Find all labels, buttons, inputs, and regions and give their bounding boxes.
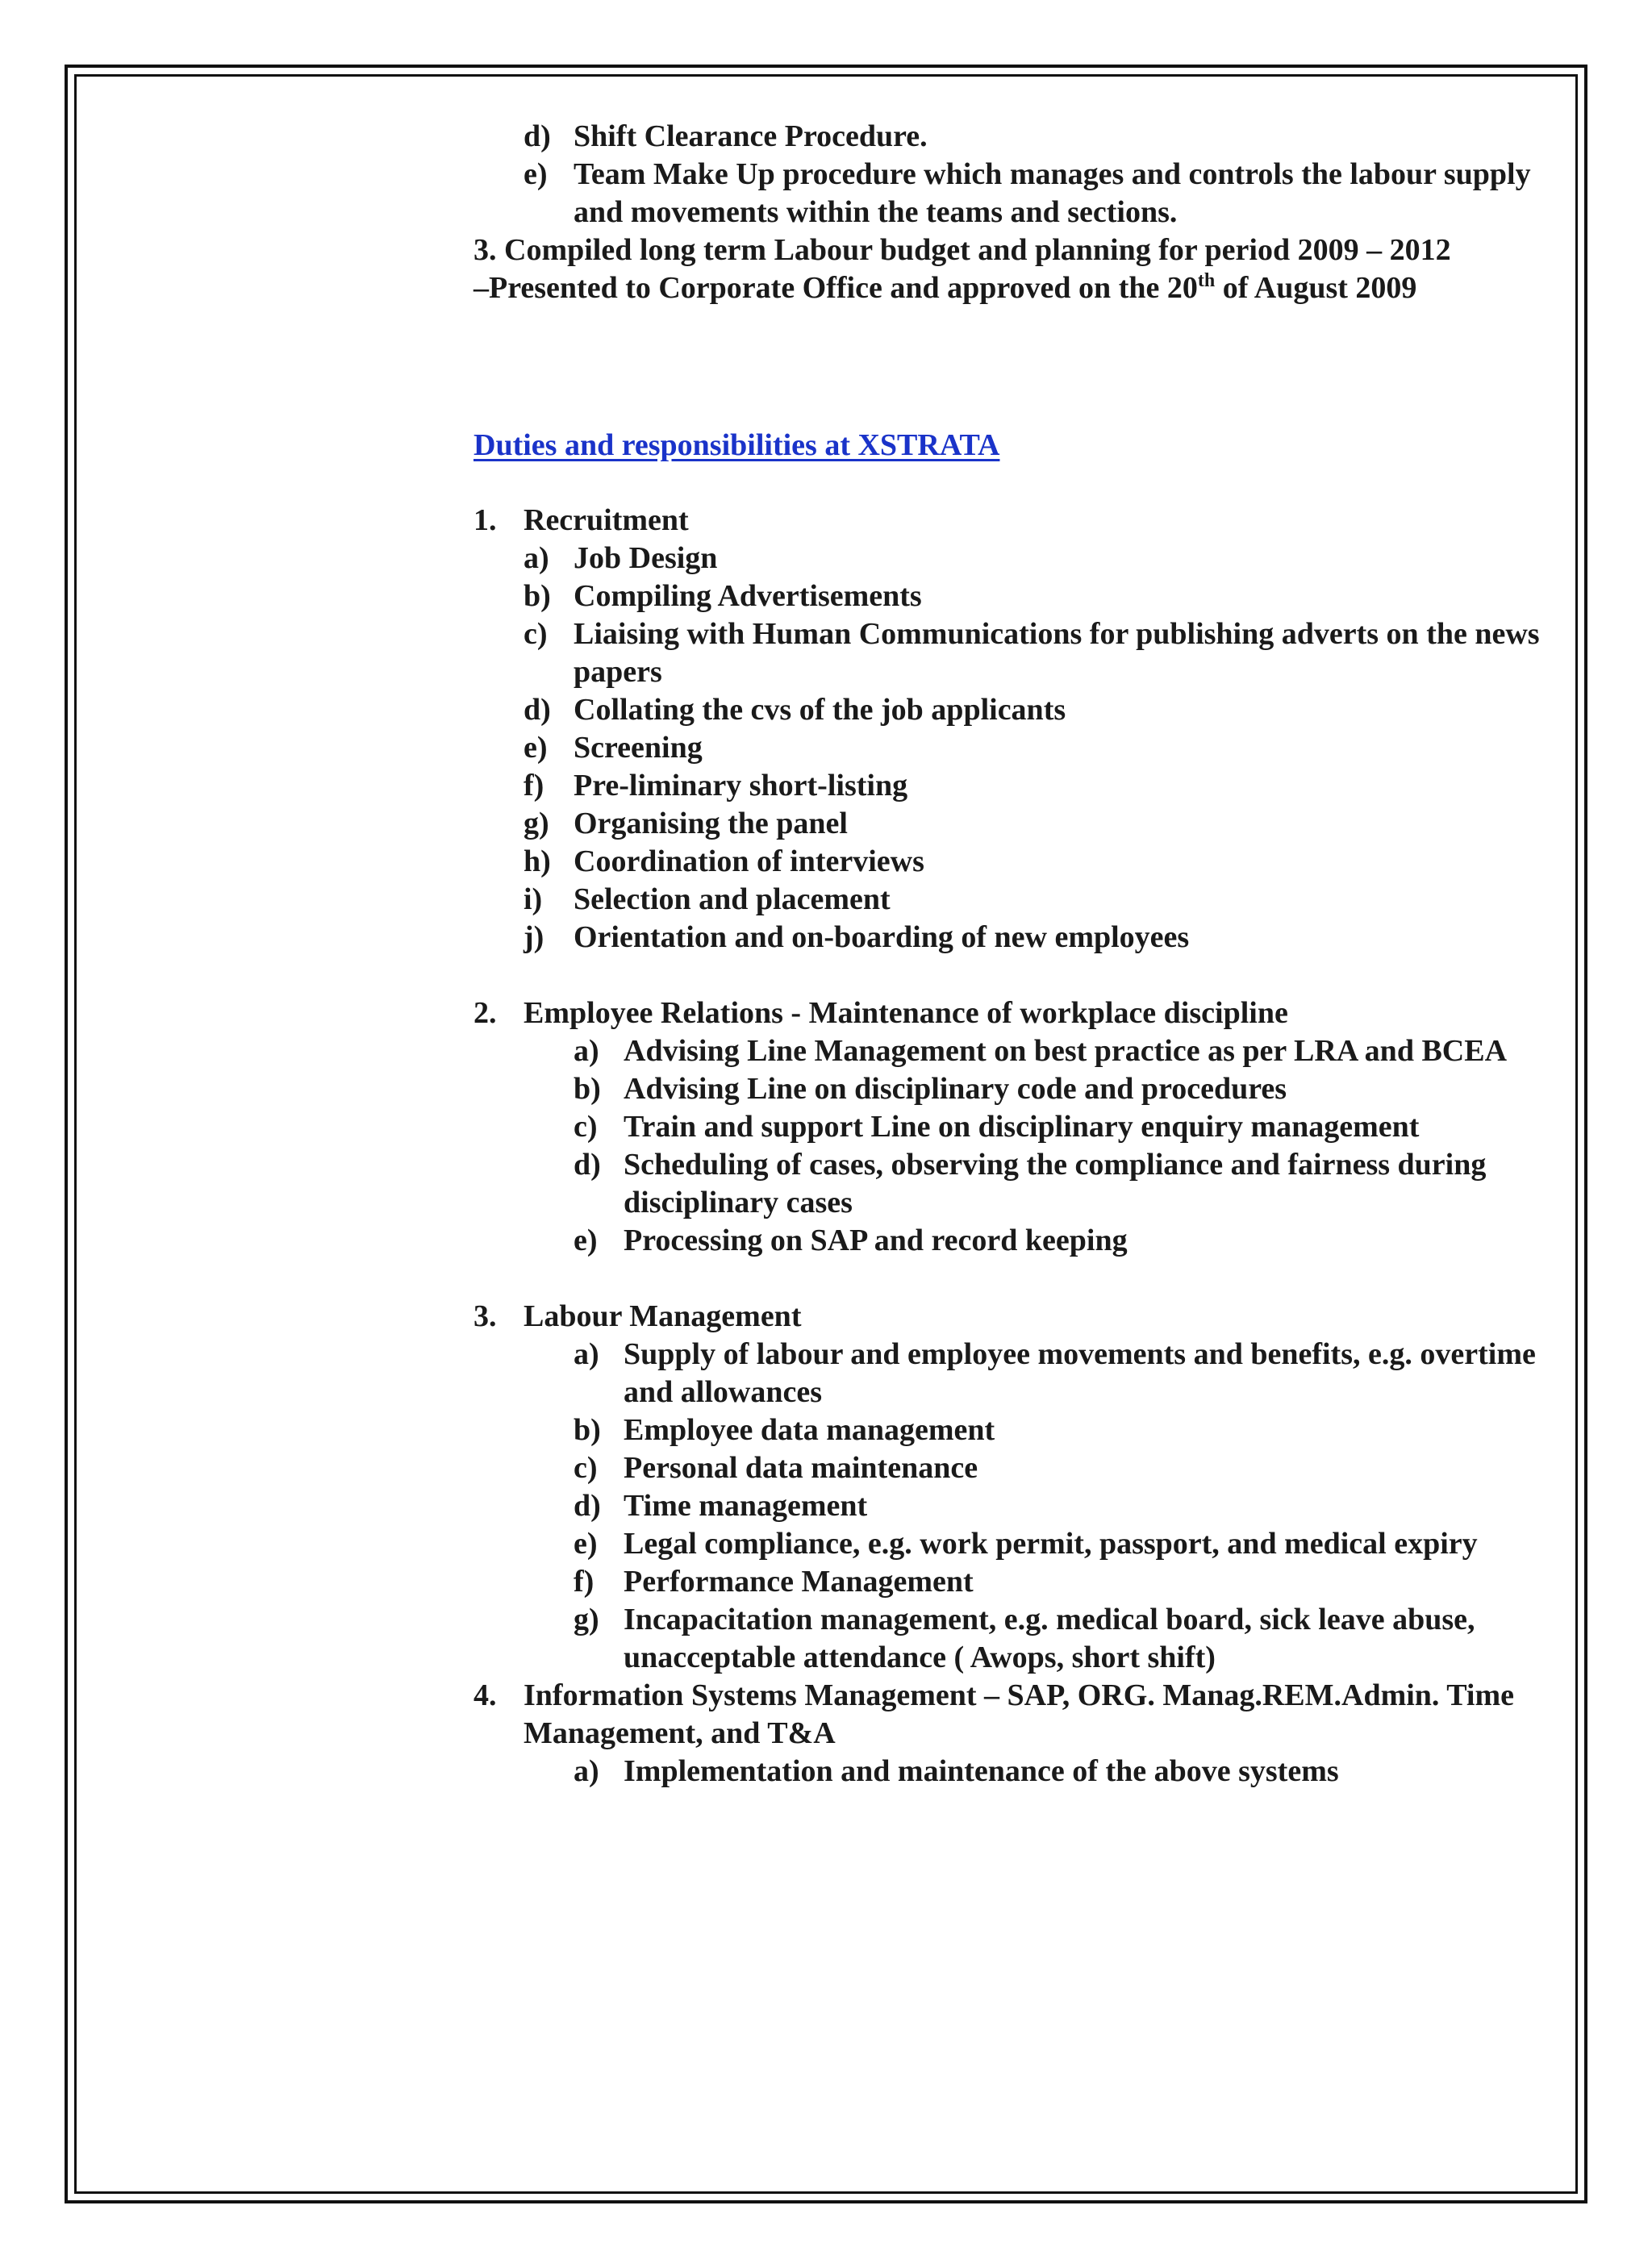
- item-text: Scheduling of cases, observing the compliance and fairness during disciplinary cases: [624, 1148, 1487, 1219]
- item-text: Job Design: [574, 541, 718, 575]
- budget-paragraph: [473, 231, 1546, 307]
- section-title: Labour Management: [524, 1299, 802, 1333]
- item-text: Advising Line on disciplinary code and procedures: [624, 1072, 1287, 1106]
- list-item: [473, 1525, 1546, 1563]
- item-label: c): [574, 1451, 598, 1485]
- item-label: f): [524, 769, 544, 803]
- list-item: [473, 1449, 1546, 1487]
- item-label: a): [574, 1337, 599, 1371]
- item-text: Coordination of interviews: [574, 844, 924, 878]
- item-label: g): [524, 807, 549, 840]
- section-title: Information Systems Management – SAP, ORG. Manag.REM.Admin. Time Management, and T&A: [524, 1678, 1514, 1750]
- list-item: [473, 691, 1546, 729]
- item-label: i): [524, 882, 543, 916]
- ordinal-superscript: th: [1197, 270, 1216, 291]
- section-number: 1.: [473, 503, 497, 537]
- item-label: c): [574, 1110, 598, 1144]
- item-label: a): [574, 1754, 599, 1788]
- item-text: Implementation and maintenance of the above systems: [624, 1754, 1339, 1788]
- section-heading-row: [473, 427, 1546, 465]
- list-item: [473, 919, 1546, 957]
- list-item: [473, 1601, 1546, 1677]
- budget-line-2-suffix: of August 2009: [1215, 271, 1417, 305]
- item-label: e): [524, 731, 548, 765]
- section-title: Employee Relations - Maintenance of workplace discipline: [524, 996, 1288, 1030]
- section-number: 2.: [473, 996, 497, 1030]
- budget-line-2: [473, 269, 1546, 307]
- budget-line-1: 3. Compiled long term Labour budget and planning for period 2009 – 2012: [473, 233, 1451, 267]
- list-item: [473, 1563, 1546, 1601]
- list-item: [473, 729, 1546, 767]
- list-item: [473, 156, 1546, 231]
- item-text: Incapacitation management, e.g. medical board, sick leave abuse, unacceptable attendance ( Awops, short shift): [624, 1603, 1475, 1674]
- section-labour-management: [473, 1298, 1546, 1336]
- list-item: [473, 1032, 1546, 1070]
- item-label: d): [524, 693, 551, 727]
- item-label: a): [524, 541, 549, 575]
- section-number: 4.: [473, 1678, 497, 1712]
- list-item: [473, 540, 1546, 577]
- item-text: Legal compliance, e.g. work permit, passport, and medical expiry: [624, 1527, 1478, 1561]
- item-label: d): [524, 119, 551, 153]
- item-text: Supply of labour and employee movements and benefits, e.g. overtime and allowances: [624, 1337, 1536, 1409]
- item-label: h): [524, 844, 551, 878]
- item-label: e): [524, 157, 548, 191]
- item-label: g): [574, 1603, 599, 1636]
- item-text: Team Make Up procedure which manages and controls the labour supply and movements within the teams and sections.: [574, 157, 1531, 229]
- item-label: d): [574, 1489, 601, 1523]
- list-item: [473, 615, 1546, 691]
- list-item: [473, 1070, 1546, 1108]
- list-item: [473, 1222, 1546, 1260]
- item-text: Organising the panel: [574, 807, 848, 840]
- item-text: Personal data maintenance: [624, 1451, 978, 1485]
- item-text: Compiling Advertisements: [574, 579, 922, 613]
- item-text: Pre-liminary short-listing: [574, 769, 908, 803]
- item-label: b): [574, 1072, 601, 1106]
- item-text: Performance Management: [624, 1565, 974, 1599]
- spacer: [473, 307, 1546, 427]
- spacer: [473, 957, 1546, 994]
- section-number: 3.: [473, 1299, 497, 1333]
- item-text: Liaising with Human Communications for publishing adverts on the news papers: [574, 617, 1540, 689]
- item-text: Collating the cvs of the job applicants: [574, 693, 1066, 727]
- budget-line-2-prefix: –Presented to Corporate Office and approved on the 20: [473, 271, 1198, 305]
- item-text: Employee data management: [624, 1413, 995, 1447]
- item-text: Processing on SAP and record keeping: [624, 1224, 1128, 1257]
- item-label: e): [574, 1527, 598, 1561]
- list-item: [473, 1487, 1546, 1525]
- list-item: [473, 1146, 1546, 1222]
- item-label: f): [574, 1565, 594, 1599]
- list-item: [473, 1753, 1546, 1791]
- list-item: [473, 881, 1546, 919]
- spacer: [473, 465, 1546, 502]
- item-label: j): [524, 920, 544, 954]
- section-title: Recruitment: [524, 503, 689, 537]
- list-item: [473, 1108, 1546, 1146]
- item-label: e): [574, 1224, 598, 1257]
- item-text: Screening: [574, 731, 703, 765]
- item-text: Advising Line Management on best practice as per LRA and BCEA: [624, 1034, 1508, 1068]
- list-item: [473, 805, 1546, 843]
- list-item: [473, 1336, 1546, 1411]
- item-label: a): [574, 1034, 599, 1068]
- item-text: Orientation and on-boarding of new employees: [574, 920, 1190, 954]
- item-text: Train and support Line on disciplinary enquiry management: [624, 1110, 1420, 1144]
- list-item: [473, 577, 1546, 615]
- item-label: d): [574, 1148, 601, 1182]
- section-heading-link[interactable]: Duties and responsibilities at XSTRATA: [473, 428, 1000, 462]
- item-label: b): [574, 1413, 601, 1447]
- list-item: [473, 1411, 1546, 1449]
- item-text: Time management: [624, 1489, 868, 1523]
- item-label: c): [524, 617, 548, 651]
- item-text: Shift Clearance Procedure.: [574, 119, 928, 153]
- spacer: [473, 1260, 1546, 1298]
- section-information-systems: [473, 1677, 1546, 1753]
- list-item: [473, 767, 1546, 805]
- section-recruitment: [473, 502, 1546, 540]
- item-text: Selection and placement: [574, 882, 891, 916]
- item-label: b): [524, 579, 551, 613]
- list-item: [473, 843, 1546, 881]
- section-employee-relations: [473, 994, 1546, 1032]
- document-body: [473, 118, 1546, 1791]
- list-item: [473, 118, 1546, 156]
